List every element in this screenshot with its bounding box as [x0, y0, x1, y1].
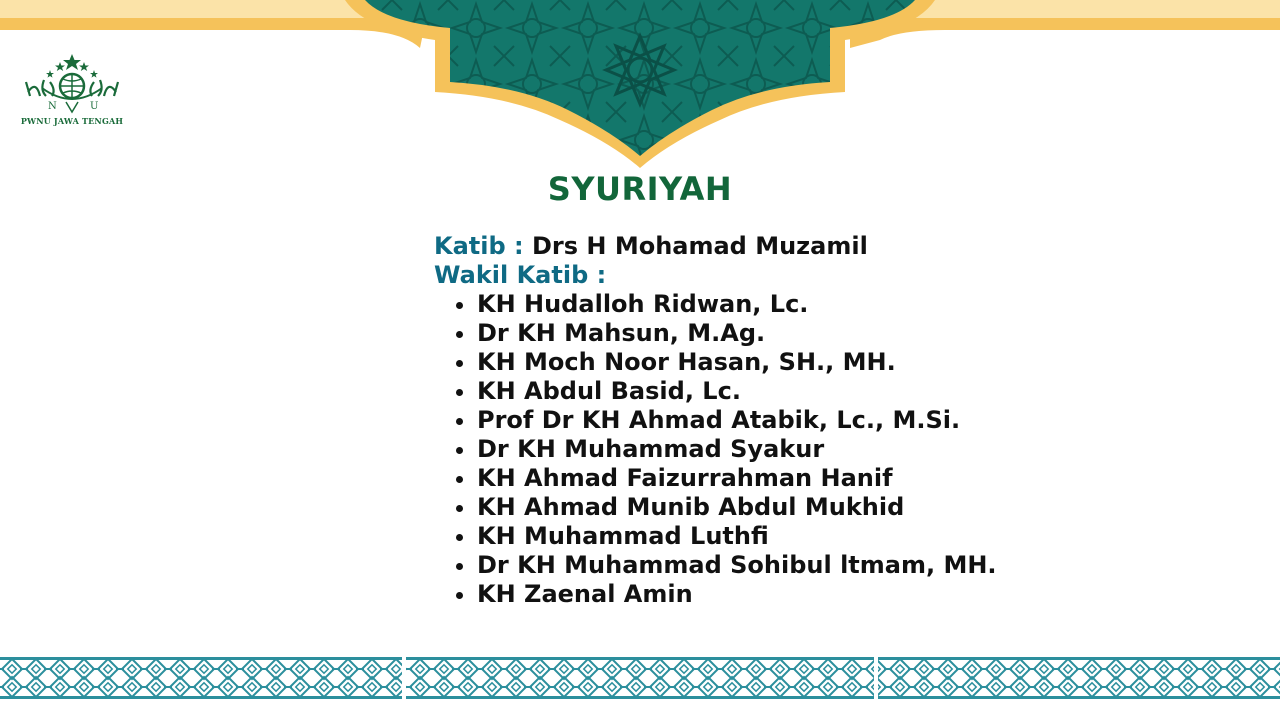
top-ornament: [0, 0, 1280, 175]
list-item: • KH Muhammad Luthfi: [477, 522, 997, 551]
wakil-katib-label: Wakil Katib :: [434, 261, 607, 289]
katib-line: [434, 232, 997, 261]
logo-letter-n: N: [48, 101, 57, 112]
list-item: • KH Ahmad Munib Abdul Mukhid: [477, 493, 997, 522]
list-item: • Dr KH Muhammad Sohibul ltmam, MH.: [477, 551, 997, 580]
list-item: • KH Hudalloh Ridwan, Lc.: [477, 290, 997, 319]
list-item: • KH Ahmad Faizurrahman Hanif: [477, 464, 997, 493]
logo-caption: PWNU JAWA TENGAH: [20, 116, 124, 126]
list-item: • KH Zaenal Amin: [477, 580, 997, 609]
logo-letter-u: U: [90, 101, 99, 112]
bottom-ornament-band: [0, 657, 1280, 699]
content-block: [434, 232, 997, 609]
list-item: • Dr KH Mahsun, M.Ag.: [477, 319, 997, 348]
list-item: • KH Moch Noor Hasan, SH., MH.: [477, 348, 997, 377]
list-item: • Prof Dr KH Ahmad Atabik, Lc., M.Si.: [477, 406, 997, 435]
page-title: SYURIYAH: [547, 170, 733, 208]
katib-label: Katib :: [434, 232, 532, 260]
list-item: • Dr KH Muhammad Syakur: [477, 435, 997, 464]
wakil-katib-list: [434, 290, 997, 609]
list-item: • KH Abdul Basid, Lc.: [477, 377, 997, 406]
katib-name: Drs H Mohamad Muzamil: [531, 232, 868, 260]
